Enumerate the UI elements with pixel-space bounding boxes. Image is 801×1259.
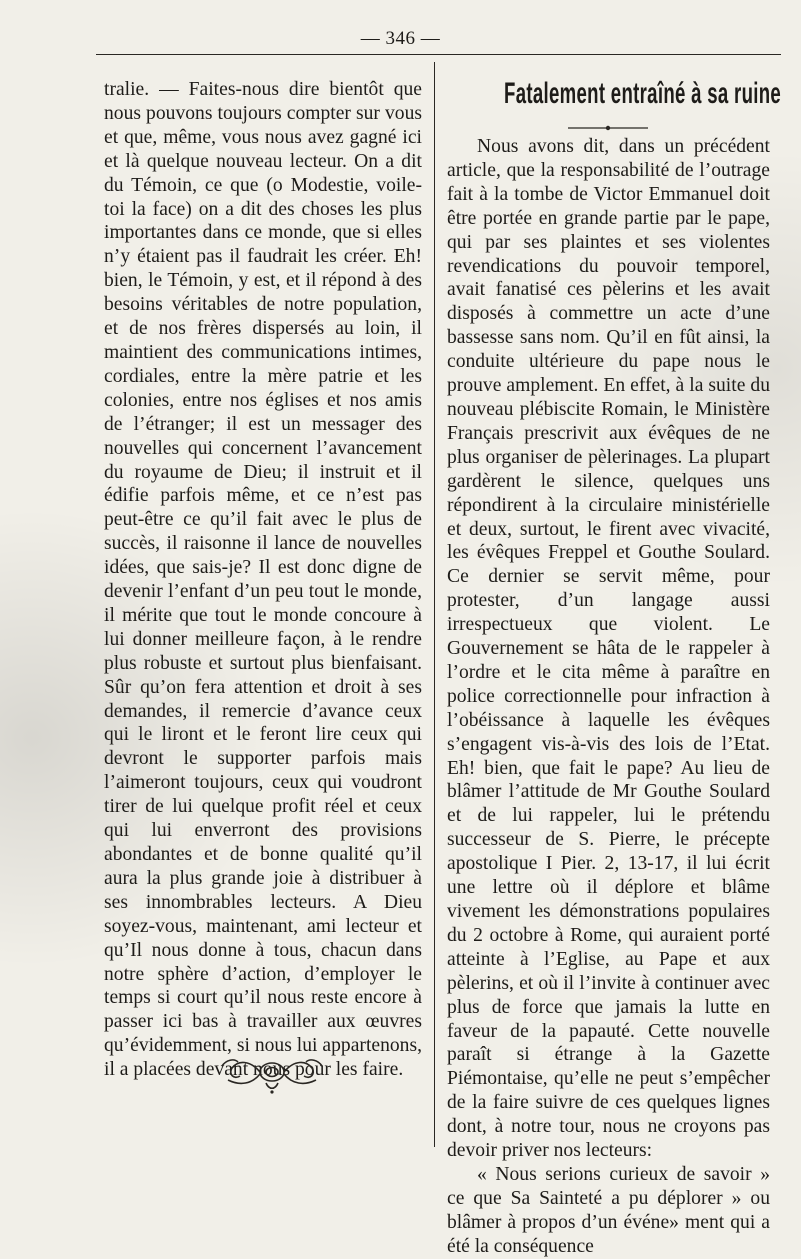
left-column	[104, 78, 422, 1082]
title-separator	[568, 124, 648, 132]
article-quote: « Nous serions curieux de savoir » ce que Sa Sainteté a pu déplorer » ou blâmer à propos d’un événe» ment qui a été la conséquence	[447, 1163, 770, 1257]
column-divider	[434, 62, 435, 1147]
right-column	[447, 135, 770, 1259]
page-number: — 346 —	[360, 28, 441, 49]
article-title: Fatalement entraîné à sa ruine	[504, 77, 782, 110]
header-rule	[96, 54, 781, 55]
article-paragraph: Nous avons dit, dans un précédent article, que la responsabilité de l’outrage fait à la tombe de Victor Emmanuel doit être portée en grande partie par le pape, qui par ses plaintes et ses violentes revendications du pouvoir temporel, avait fanatisé ces pèlerins et les avait disposés à commettre un acte d’une bassesse sans nom. Qu’il en fût ainsi, la conduite ultérieure du pape nous le prouve amplement. En effet, à la suite du nouveau plébiscite Romain, le Ministère Français prescrivit aux évêques de ne plus organiser de pèlerinages. La plupart gardèrent le silence, quelques uns répondirent à la circulaire ministérielle et deux, surtout, le firent avec vivacité, les évêques Freppel et Gouthe Soulard. Ce dernier se servit même, pour protester, d’un langage aussi irrespectueux que violent. Le Gouvernement se hâta de le rappeler à l’ordre et le cita même à paraître en police correctionnelle pour infraction à l’obéissance à laquelle les évêques s’engagent vis-à-vis des lois de l’Etat. Eh! bien, que fait le pape? Au lieu de blâmer l’attitude de Mr Gouthe Soulard et de lui rappeler, lui le prétendu successeur de S. Pierre, le précepte apostolique I Pier. 2, 13-17, il lui écrit une lettre où il déplore et blâme vivement les démonstrations populaires du 2 octobre à Rome, qui auraient porté atteinte à l’Eglise, au Pape et aux pèlerins, et où il l’invite à continuer avec plus de force que jamais la lutte en faveur de la papauté. Cette nouvelle paraît si étrange à la Gazette Piémontaise, qu’elle ne peut s’empêcher de la faire suivre de ces quelques lignes dont, à notre tour, nous ne croyons pas devoir priver nos lecteurs:	[447, 136, 770, 1162]
ornament-fleuron-icon	[216, 1050, 328, 1096]
left-column-paragraph: tralie. — Faites-nous dire bientôt que nous pouvons toujours compter sur vous et que, même, vous nous avez gagné ici et là quelque nouveau lecteur. On a dit du Témoin, ce que (o Modestie, voile-toi la face) on a dit des choses les plus importantes dans ce monde, que si elles n’y étaient pas il faudrait les créer. Eh! bien, le Témoin, y est, et il répond à des besoins véritables de notre population, et de nos frères dispersés au loin, il maintient des communications intimes, cordiales, entre la mère patrie et les colonies, entre nos églises et nos amis de l’étranger; il est un messager des nouvelles qui concernent l’avancement du royaume de Dieu; il instruit et il édifie parfois même, et ce n’est pas peut-être ce qu’il fait avec le plus de succès, il raisonne il lance de nouvelles idées, que sais-je? Il est donc digne de devenir l’enfant d’un peu tout le monde, il mérite que tout le monde concoure à lui donner meilleure façon, à le rendre plus robuste et surtout plus bienfaisant. Sûr qu’on fera attention et droit à ses demandes, il remercie d’avance ceux qui le liront et le feront lire ceux qui devront le supporter parfois mais l’aimeront toujours, ceux qui voudront tirer de lui quelque profit réel et ceux qui lui enverront des provisions abondantes et de bonne qualité qu’il aura la plus grande joie à distribuer à ses innombrables lecteurs. A Dieu soyez-vous, maintenant, ami lecteur et qu’Il nous donne à tous, chacun dans notre sphère d’action, d’employer le temps si court qu’il nous reste encore à passer ici bas à travailler aux œuvres qu’évidemment, si nous lui appartenons, il a placées devant nous pour les faire.	[104, 79, 422, 1081]
